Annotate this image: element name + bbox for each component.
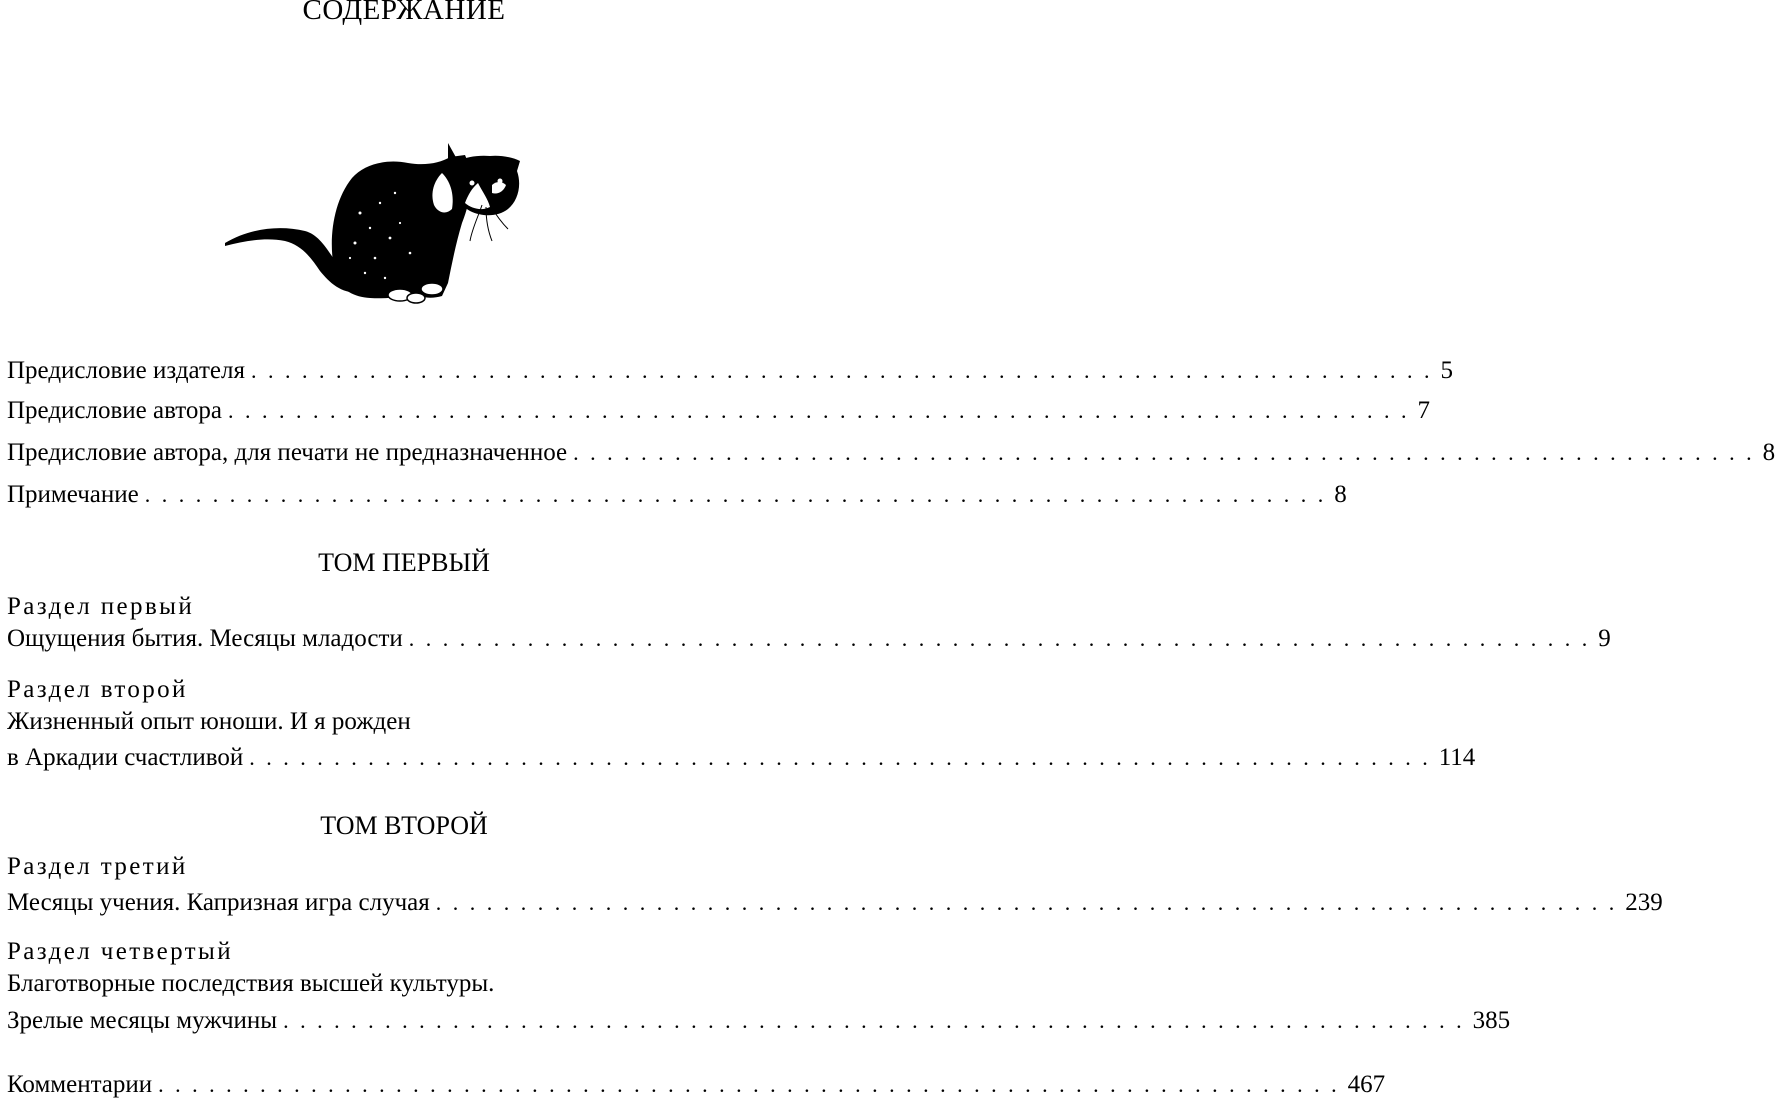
page-title: СОДЕРЖАНИЕ: [302, 0, 506, 26]
volume-heading: ТОМ ПЕРВЫЙ: [318, 548, 490, 577]
toc-entry-label: Предисловие автора, для печати не предназначенное: [7, 439, 568, 466]
leader-dots: . . . . . . . . . . . . . . . . . . . . . . . . . . . . . . . . . . . . . . . . . . . . . . . . . . . . . . . . . . . . . . . . . . . . . .: [249, 745, 1431, 770]
toc-entry-label: Примечание: [7, 481, 139, 508]
leader-dots: . . . . . . . . . . . . . . . . . . . . . . . . . . . . . . . . . . . . . . . . . . . . . . . . . . . . . . . . . . . . . . . . . . . . . .: [158, 1072, 1340, 1097]
toc-entry-publisher-preface[interactable]: [7, 356, 1453, 386]
toc-entry-label-line: Жизненный опыт юноши. И я рожден: [7, 708, 411, 735]
toc-entry-label: Зрелые месяцы мужчины: [7, 1007, 278, 1034]
toc-page-number: 7: [1417, 397, 1430, 424]
toc-entry-label: Предисловие издателя: [7, 357, 245, 384]
toc-entry-label: Месяцы учения. Капризная игра случая: [7, 889, 430, 916]
toc-entry-section-1[interactable]: [7, 624, 1611, 654]
section-title: Раздел первый: [7, 593, 195, 620]
toc-page-number: 8: [1762, 439, 1775, 466]
toc-page-number: 467: [1347, 1071, 1386, 1098]
toc-page-number: 385: [1472, 1007, 1511, 1034]
section-title: Раздел четвертый: [7, 938, 233, 965]
toc-entry-commentary[interactable]: [7, 1070, 1386, 1100]
toc-page-number: 5: [1440, 357, 1453, 384]
section-title: Раздел третий: [7, 853, 188, 880]
toc-page-number: 114: [1438, 744, 1476, 771]
toc-entry-note[interactable]: [7, 480, 1347, 510]
toc-entry-author-private-preface[interactable]: [7, 438, 1775, 468]
leader-dots: . . . . . . . . . . . . . . . . . . . . . . . . . . . . . . . . . . . . . . . . . . . . . . . . . . . . . . . . . . . . . . . . . . . . . .: [144, 482, 1327, 507]
toc-page-number: 8: [1334, 481, 1347, 508]
cat-illustration: [220, 133, 530, 308]
toc-entry-label: Ощущения бытия. Месяцы младости: [7, 625, 403, 652]
leader-dots: . . . . . . . . . . . . . . . . . . . . . . . . . . . . . . . . . . . . . . . . . . . . . . . . . . . . . . . . . . . . . . . . . . . . . .: [435, 890, 1618, 915]
toc-entry-section-4[interactable]: [7, 1006, 1511, 1036]
leader-dots: . . . . . . . . . . . . . . . . . . . . . . . . . . . . . . . . . . . . . . . . . . . . . . . . . . . . . . . . . . . . . . . . . . . . . .: [283, 1008, 1465, 1033]
toc-entry-label: в Аркадии счастливой: [7, 744, 244, 771]
toc-page-number: 9: [1598, 625, 1611, 652]
toc-entry-author-preface[interactable]: [7, 396, 1430, 426]
toc-entry-label: Комментарии: [7, 1071, 153, 1098]
toc-page-number: 239: [1625, 889, 1663, 916]
toc-entry-section-3[interactable]: [7, 888, 1663, 918]
toc-entry-section-2[interactable]: [7, 743, 1476, 773]
volume-heading: ТОМ ВТОРОЙ: [320, 811, 488, 840]
leader-dots: . . . . . . . . . . . . . . . . . . . . . . . . . . . . . . . . . . . . . . . . . . . . . . . . . . . . . . . . . . . . . . . . . . . . . .: [408, 626, 1591, 651]
leader-dots: . . . . . . . . . . . . . . . . . . . . . . . . . . . . . . . . . . . . . . . . . . . . . . . . . . . . . . . . . . . . . . . . . . . . . .: [573, 440, 1755, 465]
leader-dots: . . . . . . . . . . . . . . . . . . . . . . . . . . . . . . . . . . . . . . . . . . . . . . . . . . . . . . . . . . . . . . . . . . . . . .: [251, 358, 1433, 383]
toc-entry-label-line: Благотворные последствия высшей культуры.: [7, 970, 495, 997]
toc-entry-label: Предисловие автора: [7, 397, 222, 424]
section-title: Раздел второй: [7, 676, 188, 703]
leader-dots: . . . . . . . . . . . . . . . . . . . . . . . . . . . . . . . . . . . . . . . . . . . . . . . . . . . . . . . . . . . . . . . . . . . . . .: [228, 398, 1410, 423]
